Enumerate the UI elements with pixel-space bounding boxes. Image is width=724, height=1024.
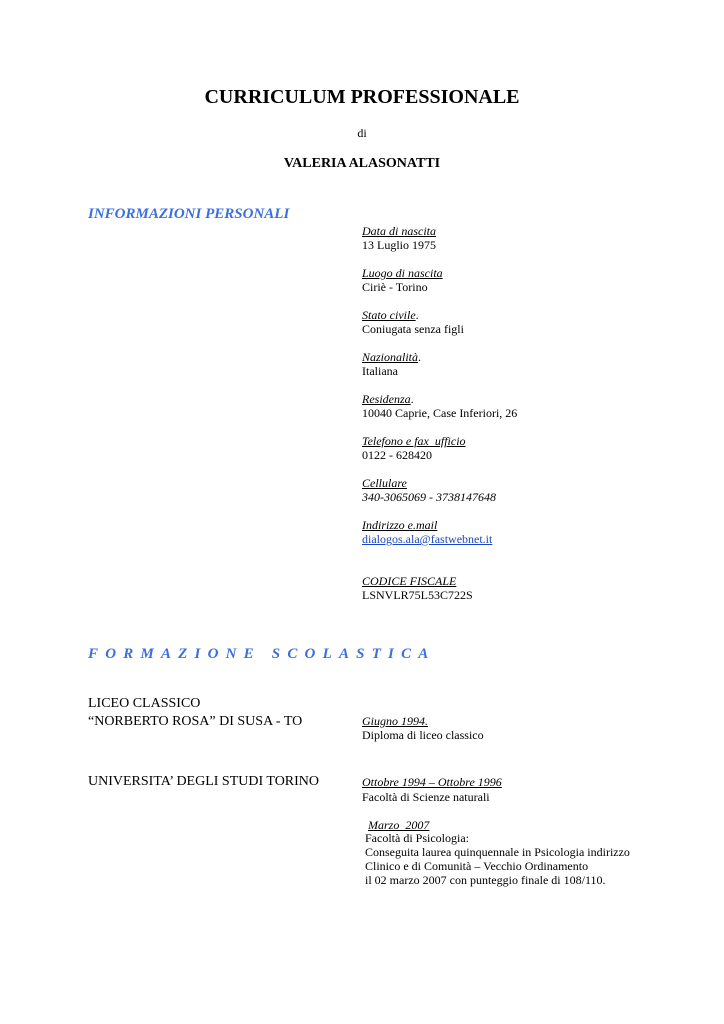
preposition-di: di (357, 126, 367, 140)
birth-place-label: Luogo di nascita (362, 266, 443, 280)
education-heading: FORMAZIONE SCOLASTICA (88, 646, 436, 662)
residence-label-row: Residenza. (362, 392, 414, 406)
birth-date-label: Data di nascita (362, 224, 436, 238)
email-link[interactable]: dialogos.ala@fastwebnet.it (362, 532, 493, 546)
liceo-detail: Diploma di liceo classico (362, 728, 484, 742)
nationality-value: Italiana (362, 364, 398, 378)
civil-status-label: Stato civile (362, 308, 416, 322)
phone-value: 0122 - 628420 (362, 448, 432, 462)
nationality-label: Nazionalità (362, 350, 419, 364)
nationality-label-row: Nazionalità. (362, 350, 422, 364)
university-detail-2-line4: il 02 marzo 2007 con punteggio finale di 108/110. (365, 873, 606, 887)
university-date-1: Ottobre 1994 – Ottobre 1996 (362, 775, 502, 789)
university-detail-2-line3: Clinico e di Comunità – Vecchio Ordinamento (365, 859, 589, 873)
university-date-2: Marzo 2007 (368, 818, 430, 832)
phone-label: Telefono e fax ufficio (362, 434, 466, 448)
tax-code-label: CODICE FISCALE (362, 574, 457, 588)
residence-value: 10040 Caprie, Case Inferiori, 26 (362, 406, 518, 420)
residence-label: Residenza (362, 392, 411, 406)
mobile-label: Cellulare (362, 476, 407, 490)
university-name: UNIVERSITA’ DEGLI STUDI TORINO (88, 774, 320, 789)
birth-date-value: 13 Luglio 1975 (362, 238, 436, 252)
personal-info-heading: INFORMAZIONI PERSONALI (88, 206, 290, 222)
mobile-value: 340-3065069 - 3738147648 (362, 490, 496, 504)
liceo-date: Giugno 1994. (362, 714, 428, 728)
person-name: VALERIA ALASONATTI (283, 156, 441, 171)
email-label: Indirizzo e.mail (362, 518, 438, 532)
civil-status-value: Coniugata senza figli (362, 322, 464, 336)
university-detail-2-line1: Facoltà di Psicologia: (365, 831, 469, 845)
document-title: CURRICULUM PROFESSIONALE (204, 86, 520, 108)
liceo-name-line1: LICEO CLASSICO (88, 696, 201, 711)
civil-status-label-row: Stato civile. (362, 308, 419, 322)
liceo-name-line2: “NORBERTO ROSA” DI SUSA - TO (88, 714, 303, 729)
university-detail-2-line2: Conseguita laurea quinquennale in Psicologia indirizzo (365, 845, 630, 859)
birth-place-value: Ciriè - Torino (362, 280, 428, 294)
university-detail-1: Facoltà di Scienze naturali (362, 790, 490, 804)
tax-code-value: LSNVLR75L53C722S (362, 588, 473, 602)
